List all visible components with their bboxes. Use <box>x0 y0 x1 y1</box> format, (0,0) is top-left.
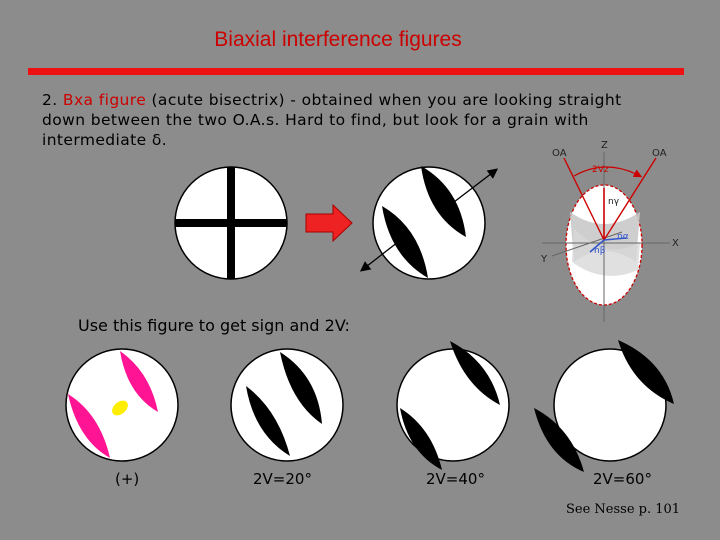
rotated-isogyre-figure <box>362 166 496 279</box>
two-v-label: 2Vz <box>592 165 609 175</box>
positive-caption: (+) <box>115 470 140 488</box>
n-alpha-label: nα <box>617 232 629 242</box>
rotation-arrow <box>306 205 352 241</box>
two-v-20-caption: 2V=20° <box>253 470 312 488</box>
n-gamma-label: nγ <box>608 197 620 207</box>
two-v-60-figure <box>534 340 674 472</box>
instruction-text: Use this figure to get sign and 2V: <box>78 316 350 335</box>
x-axis-label: X <box>672 238 679 249</box>
paragraph-line-3: intermediate δ. <box>42 131 168 149</box>
two-v-40-figure <box>397 341 509 470</box>
two-v-60-caption: 2V=60° <box>593 470 652 488</box>
two-v-40-caption: 2V=40° <box>426 470 485 488</box>
oa-right-label: OA <box>652 148 667 159</box>
page-title: Biaxial interference figures <box>214 28 462 51</box>
bxa-highlight: Bxa figure <box>62 91 147 109</box>
centered-cross-figure <box>175 167 287 279</box>
z-label: Z <box>601 140 608 151</box>
paragraph-rest: (acute bisectrix) - obtained when you are looking straight <box>146 91 622 109</box>
y-axis-label: Y <box>541 254 548 265</box>
two-v-20-figure <box>231 349 343 461</box>
paragraph-lead: 2. <box>42 91 63 109</box>
n-beta-label: nβ <box>594 246 606 256</box>
positive-sign-figure <box>66 349 178 461</box>
paragraph-line-2: down between the two O.A.s. Hard to find, but look for a grain with <box>42 111 589 129</box>
reference-note: See Nesse p. 101 <box>566 502 681 517</box>
oa-left-label: OA <box>552 148 567 159</box>
optic-axes-diagram <box>540 140 679 322</box>
